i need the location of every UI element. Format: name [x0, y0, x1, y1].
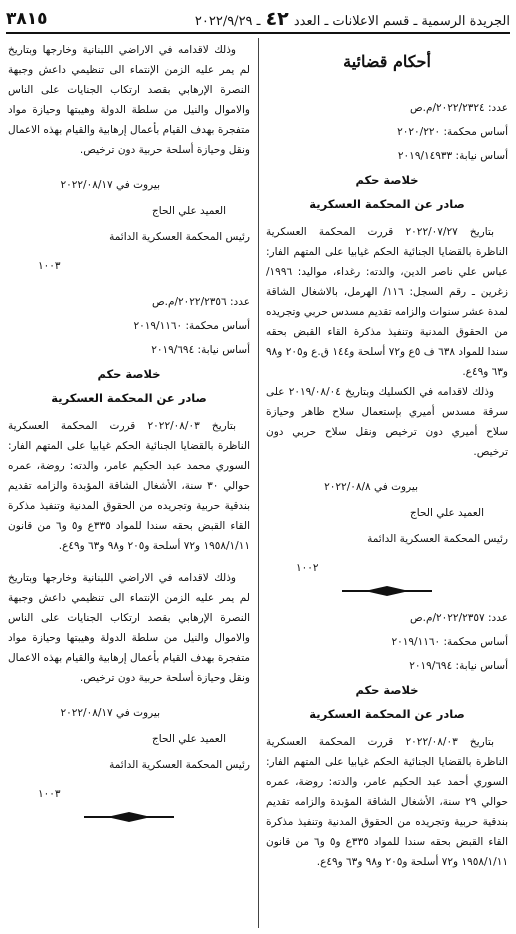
- case-meta-3: [8, 290, 250, 362]
- court-basis: أساس محكمة: ٢٠١٩/١١٦٠: [391, 636, 508, 648]
- signer-role: رئيس المحكمة العسكرية الدائمة: [367, 533, 508, 545]
- signer-name: العميد علي الحاج: [152, 205, 226, 217]
- issuer-heading: صادر عن المحكمة العسكرية: [309, 197, 465, 211]
- judgment-paragraph: بتاريخ ٢٠٢٢/٠٨/٠٣ قررت المحكمة العسكرية الناظرة بالقضايا الجنائية الحكم غيابيا على المتهم الفار: السوري محمد عبد الحكيم عامر، والدته: روضة، عمره حوالي ٣٠ سنة، الأشغال الشاقة المؤبدة والزامه تقديم بندقية حربية وتجريده من الحقوق المدنية وتنفيذ مذكرة القاء القبض بحقه سندا للمواد ٣٣٥ع و٥ و٦ من قانون ١٩٥٨/١/١١ و٧٢ أسلحة و٢٠٥ و٩٨ و٦٣ و٤٩ع.: [8, 420, 250, 552]
- section-title: أحكام قضائية: [343, 52, 431, 71]
- court-basis: أساس محكمة: ٢٠١٩/١١٦٠: [133, 320, 250, 332]
- signature-place-date: بيروت في ٢٠٢٢/٠٨/٨: [324, 481, 418, 493]
- case-number: عدد: ٢٠٢٢/٢٣٥٦/م.ص: [151, 296, 250, 308]
- judgment-paragraph: بتاريخ ٢٠٢٢/٠٧/٢٧ قررت المحكمة العسكرية الناظرة بالقضايا الجنائية الحكم غيابيا على المتهم الفار: عباس علي ناصر الدين، والدته: رغداء، مواليد: ١٩٩٦/ زغرين ـ رقم السجل: ١١٦/ الهرمل، بالاشغال الشاقة لمدة عشر سنوات والزامه تقديم مسدس حربي وتجريده من الحقوق المدنية وتنفيذ مذكرة القاء القبض بحقه سندا للمواد ٦٣٨ ف ٥ع و٧٢ أسلحة و١٤٤ ق.ع و٢٠٥ و٩٨ و٦٣ و٤٩ع.: [266, 226, 508, 378]
- signer-role: رئيس المحكمة العسكرية الدائمة: [109, 759, 250, 771]
- prosecution-basis: أساس نيابة: ٢٠١٩/١٤٩٣٣: [397, 150, 508, 162]
- page-number: ٣٨١٥: [6, 9, 48, 29]
- offense-paragraph: وذلك لاقدامه في الاراضي اللبنانية وخارجها وبتاريخ لم يمر عليه الزمن الإنتماء الى تنظيمي داعش وجبهة النصرة الإرهابي بقصد ارتكاب الجنايات على الناس والاموال والنيل من سلطة الدولة وهيبتها وحيازة مواد متفجرة بهدف القيام بأعمال إرهابية والقيام بهذه الاعمال ونقل وحيازة أسلحة حربية دون ترخيص.: [8, 44, 250, 156]
- signature-block: [8, 700, 250, 778]
- summary-heading: خلاصة حكم: [355, 683, 419, 697]
- offense-paragraph: وذلك لاقدامه في الاراضي اللبنانية وخارجها وبتاريخ لم يمر عليه الزمن الإنتماء الى تنظيمي داعش وجبهة النصرة الإرهابي بقصد ارتكاب الجنايات على الناس والاموال والنيل من سلطة الدولة وهيبتها وحيازة مواد متفجرة بهدف القيام بأعمال إرهابية والقيام بهذه الاعمال ونقل وحيازة أسلحة حربية دون ترخيص.: [8, 572, 250, 684]
- signature-place-date: بيروت في ٢٠٢٢/٠٨/١٧: [60, 707, 160, 719]
- case-meta-2: [266, 606, 508, 678]
- signer-name: العميد علي الحاج: [152, 733, 226, 745]
- column-divider: [258, 38, 259, 928]
- case-number: عدد: ٢٠٢٢/٢٣٥٧/م.ص: [409, 612, 508, 624]
- summary-heading: خلاصة حكم: [355, 173, 419, 187]
- issuer-heading: صادر عن المحكمة العسكرية: [51, 391, 207, 405]
- signature-block: [8, 172, 250, 250]
- court-basis: أساس محكمة: ٢٠٢٠/٢٢٠: [397, 126, 508, 138]
- signature-block: [266, 474, 508, 552]
- signer-role: رئيس المحكمة العسكرية الدائمة: [109, 231, 250, 243]
- case-number: عدد: ٢٠٢٢/٢٣٢٤/م.ص: [409, 102, 508, 114]
- summary-heading: خلاصة حكم: [97, 367, 161, 381]
- right-column: [266, 40, 508, 872]
- page-header: [6, 6, 510, 34]
- running-title: الجريدة الرسمية ـ قسم الاعلانات ـ العدد: [293, 14, 510, 29]
- signature-place-date: بيروت في ٢٠٢٢/٠٨/١٧: [60, 179, 160, 191]
- running-head: [195, 8, 510, 30]
- case-meta-1: [266, 96, 508, 168]
- left-column: [8, 40, 250, 832]
- prosecution-basis: أساس نيابة: ٢٠١٩/٦٩٤: [151, 344, 250, 356]
- notice-ref-number: ١٠٠٣: [38, 788, 61, 800]
- issue-number: ٤٢: [265, 8, 289, 30]
- separator-ornament: [84, 810, 174, 824]
- signer-name: العميد علي الحاج: [410, 507, 484, 519]
- issuer-heading: صادر عن المحكمة العسكرية: [309, 707, 465, 721]
- notice-ref-number: ١٠٠٣: [38, 260, 61, 272]
- issue-date: ـ ٢٠٢٢/٩/٢٩: [194, 14, 261, 29]
- judgment-paragraph: بتاريخ ٢٠٢٢/٠٨/٠٣ قررت المحكمة العسكرية الناظرة بالقضايا الجنائية الحكم غيابيا على المتهم الفار: السوري أحمد عبد الحكيم عامر، والدته: روضة، عمره حوالي ٢٩ سنة، الأشغال الشاقة المؤبدة والزامه تقديم بندقية حربية وتجريده من الحقوق المدنية وتنفيذ مذكرة القاء القبض بحقه سندا للمواد ٣٣٥ع و٥ و٦ من قانون ١٩٥٨/١/١١ و٧٢ أسلحة و٢٠٥ و٩٨ و٦٣ و٤٩ع.: [266, 736, 508, 868]
- separator-ornament: [342, 584, 432, 598]
- notice-ref-number: ١٠٠٢: [296, 562, 319, 574]
- prosecution-basis: أساس نيابة: ٢٠١٩/٦٩٤: [409, 660, 508, 672]
- offense-paragraph: وذلك لاقدامه في الكسليك وبتاريخ ٢٠١٩/٠٨/٠٤ على سرقة مسدس أميري بإستعمال سلاح ظاهر وحيازة سلاح أميري دون ترخيص ونقل سلاح حربي دون ترخيص.: [266, 386, 508, 458]
